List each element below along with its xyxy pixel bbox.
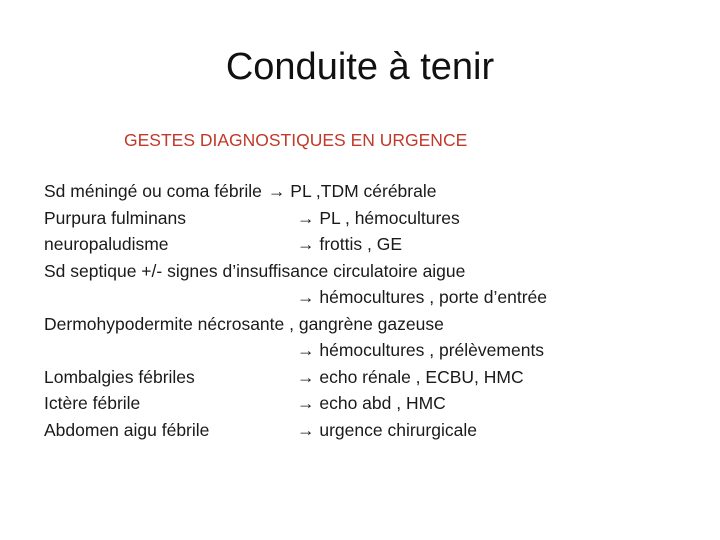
slide-title: Conduite à tenir bbox=[225, 46, 495, 88]
list-item-condition: neuropaludisme bbox=[44, 234, 169, 254]
list-item-condition: Dermohypodermite nécrosante , gangrène gazeuse bbox=[44, 313, 444, 334]
list-item-condition: Ictère fébrile bbox=[44, 393, 141, 413]
list-item-condition: Sd méningé ou coma fébrile bbox=[44, 181, 262, 201]
list-item-condition: Abdomen aigu fébrile bbox=[44, 419, 210, 440]
list-item bbox=[44, 417, 704, 444]
list-item-action: → urgence chirurgicale bbox=[297, 419, 477, 440]
list-item bbox=[44, 231, 704, 258]
list-item-condition: Lombalgies fébriles bbox=[44, 366, 195, 387]
list-item bbox=[44, 364, 704, 391]
list-item bbox=[44, 284, 704, 311]
list-item bbox=[44, 205, 704, 232]
list-item-action: → hémocultures , prélèvements bbox=[297, 340, 545, 360]
list-item-action: → echo abd , HMC bbox=[297, 393, 446, 413]
list-item-inline bbox=[44, 178, 436, 205]
list-item-condition: Purpura fulminans bbox=[44, 207, 187, 228]
list-item-action: → hémocultures , porte d’entrée bbox=[297, 287, 547, 307]
list-item bbox=[44, 390, 704, 417]
list-item-action: → PL ,TDM cérébrale bbox=[267, 181, 437, 201]
slide-body bbox=[44, 178, 704, 443]
list-item-action: → PL , hémocultures bbox=[297, 207, 460, 228]
list-item-action: → echo rénale , ECBU, HMC bbox=[297, 366, 524, 387]
list-item-condition: Sd septique +/- signes d’insuffisance circulatoire aigue bbox=[44, 260, 466, 281]
list-item-action: → frottis , GE bbox=[297, 234, 403, 254]
slide-subtitle: GESTES DIAGNOSTIQUES EN URGENCE bbox=[124, 130, 468, 150]
list-item bbox=[44, 311, 704, 338]
list-item bbox=[44, 337, 704, 364]
list-item bbox=[44, 178, 704, 205]
list-item bbox=[44, 258, 704, 285]
